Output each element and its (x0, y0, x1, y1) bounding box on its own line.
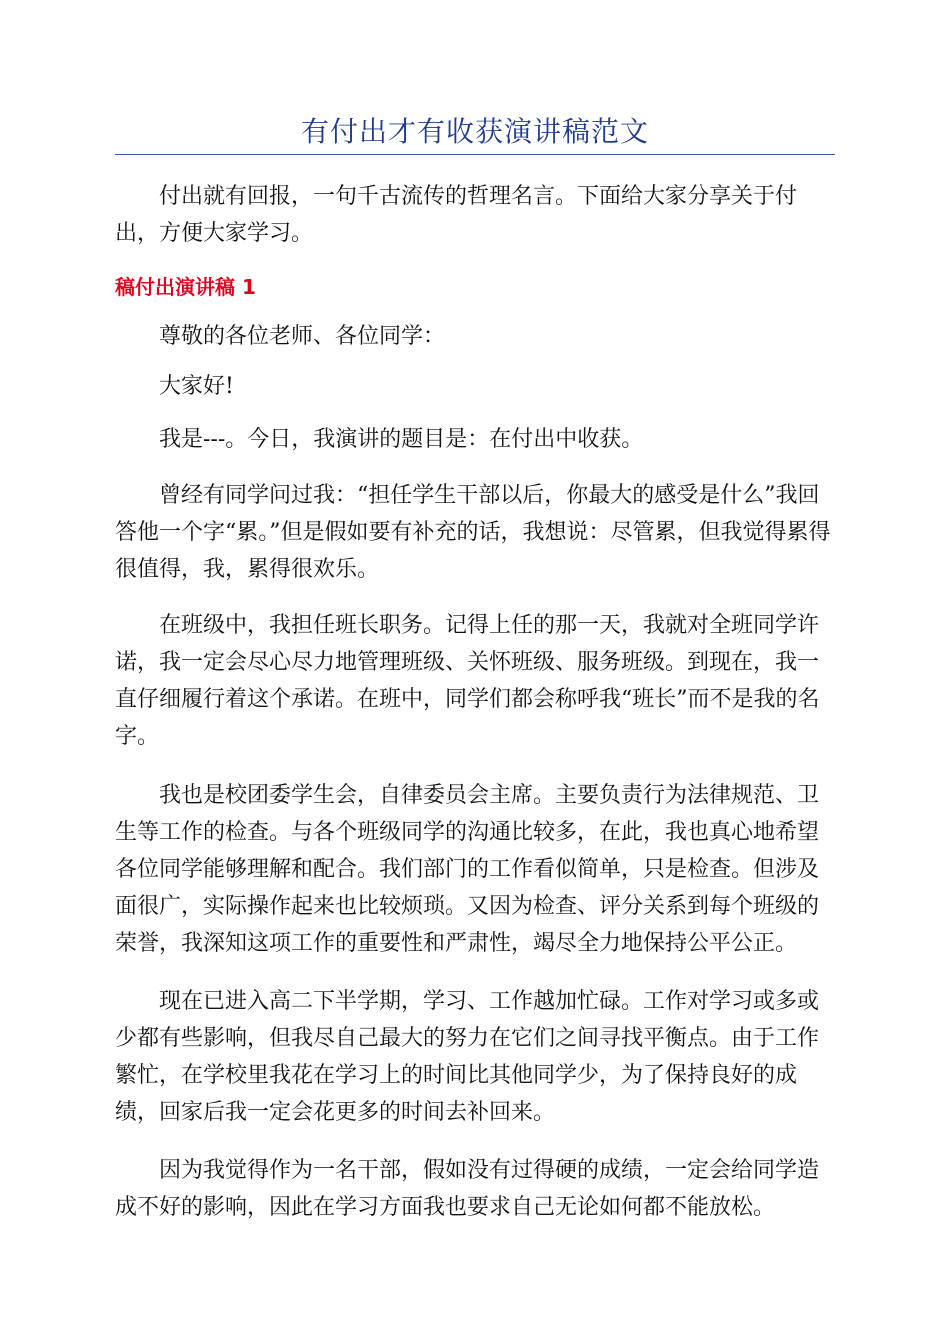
document-title: 有付出才有收获演讲稿范文 (300, 115, 649, 148)
paragraph-experience: 曾经有同学问过我：“担任学生干部以后，你最大的感受是什么”我回答他一个字“累。”但是假如要有补充的话，我想说：尽管累，但我觉得累得很值得，我，累得很欢乐。 (115, 483, 831, 582)
paragraph-student-union: 我也是校团委学生会，自律委员会主席。主要负责行为法律规范、卫生等工作的检查。与各个班级同学的沟通比较多，在此，我也真心地希望各位同学能够理解和配合。我们部门的工作看似简单，只是检查。但涉及面很广，实际操作起来也比较烦琐。又因为检查、评分关系到每个班级的荣誉，我深知这项工作的重要性和严肃性，竭尽全力地保持公平公正。 (115, 783, 820, 956)
paragraph-topic: 我是---。今日，我演讲的题目是：在付出中收获。 (159, 427, 644, 452)
title-underline (115, 154, 835, 155)
section-heading: 稿付出演讲稿 1 (115, 275, 256, 299)
intro-paragraph: 付出就有回报，一句千古流传的哲理名言。下面给大家分享关于付出，方便大家学习。 (115, 184, 798, 246)
paragraph-greeting: 大家好! (159, 374, 234, 399)
paragraph-class-monitor: 在班级中，我担任班长职务。记得上任的那一天，我就对全班同学许诺，我一定会尽心尽力地管理班级、关怀班级、服务班级。到现在，我一直仔细履行着这个承诺。在班中，同学们都会称呼我“班长”而不是我的名字。 (115, 613, 820, 749)
paragraph-balance: 现在已进入高二下半学期，学习、工作越加忙碌。工作对学习或多或少都有些影响，但我尽自己最大的努力在它们之间寻找平衡点。由于工作繁忙，在学校里我花在学习上的时间比其他同学少，为了保持良好的成绩，回家后我一定会花更多的时间去补回来。 (115, 989, 820, 1125)
paragraph-grades: 因为我觉得作为一名干部，假如没有过得硬的成绩，一定会给同学造成不好的影响，因此在学习方面我也要求自己无论如何都不能放松。 (115, 1158, 820, 1220)
paragraph-salutation: 尊敬的各位老师、各位同学： (159, 324, 446, 349)
